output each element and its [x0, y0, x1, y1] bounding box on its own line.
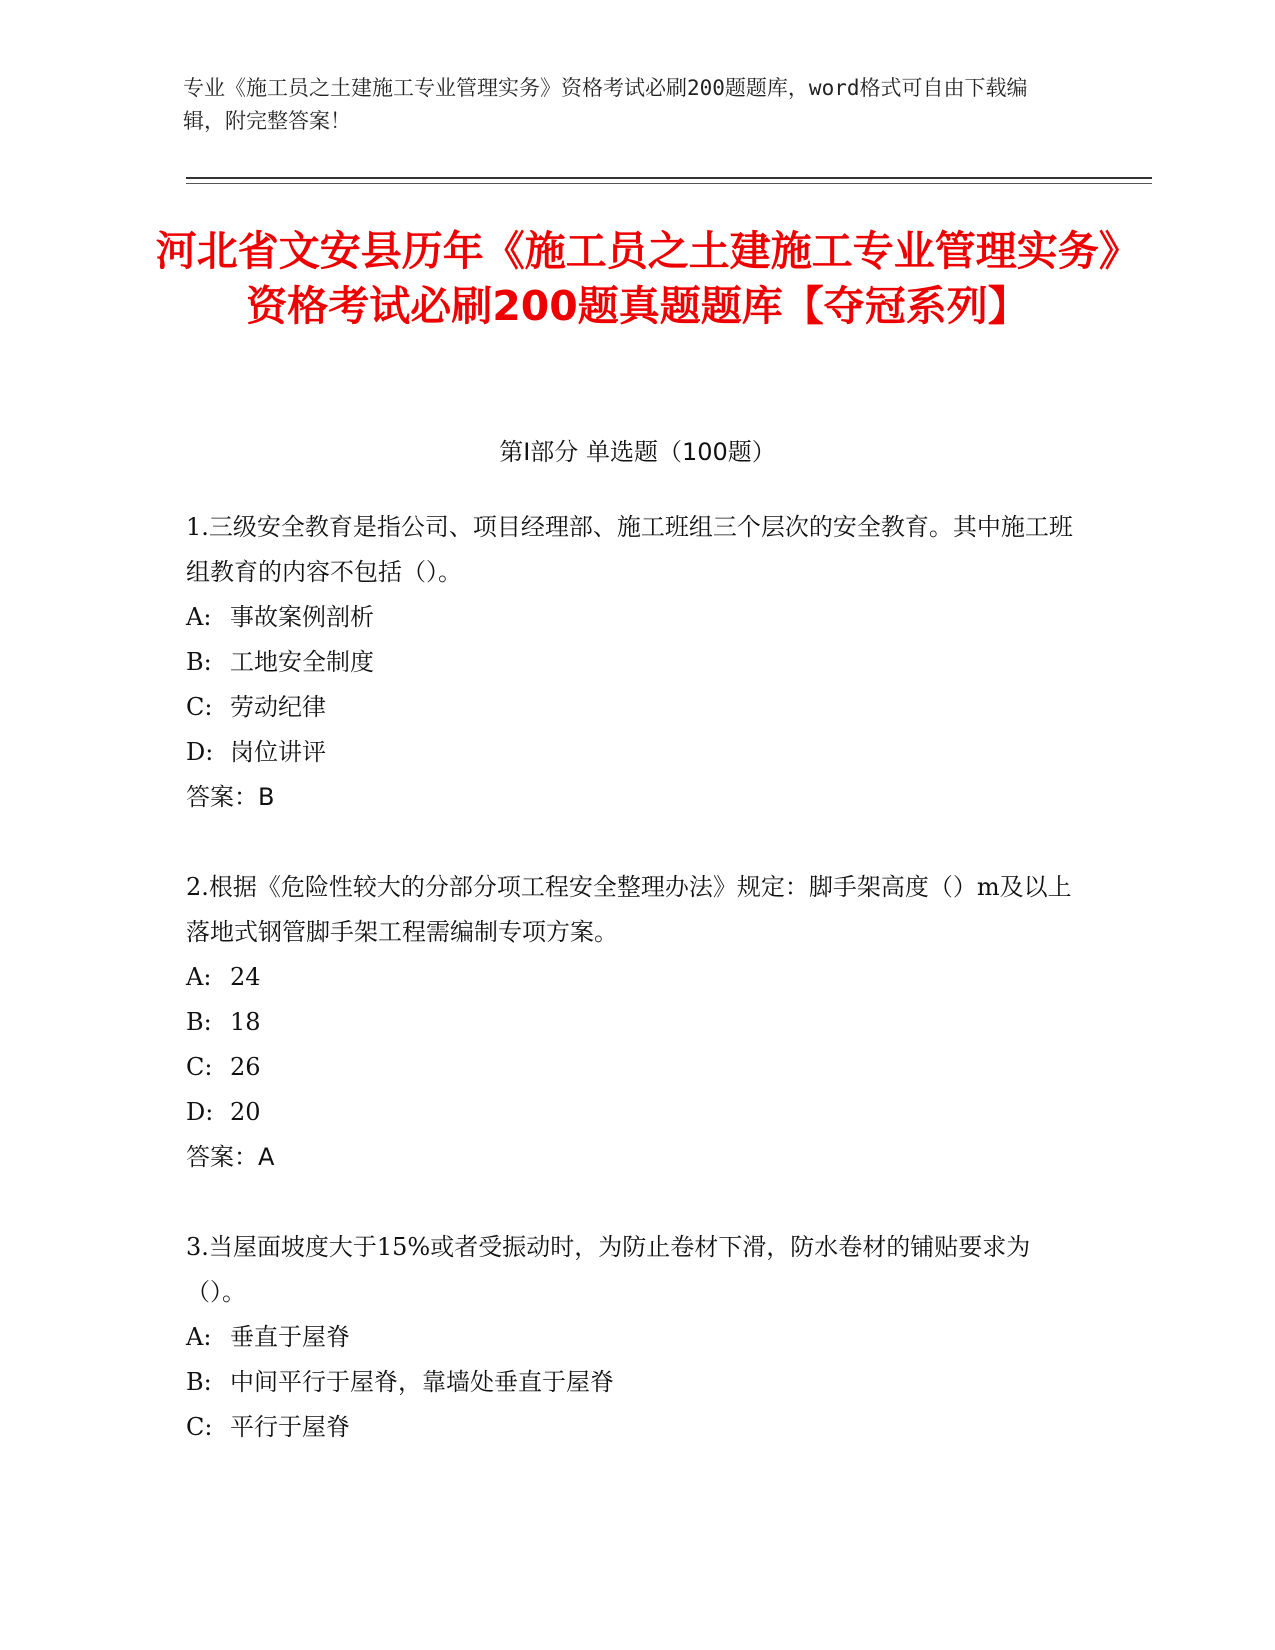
option-letter: B:	[186, 1368, 212, 1396]
document-title: 河北省文安县历年《施工员之土建施工专业管理实务》资格考试必刷200题真题题库【夺冠系列】	[155, 227, 1120, 330]
option-text: 26	[230, 1053, 261, 1081]
option-text: 平行于屋脊	[230, 1413, 350, 1441]
option-c	[186, 1405, 1076, 1450]
option-b	[186, 640, 1076, 685]
option-letter: C:	[186, 1413, 213, 1441]
header-divider	[186, 177, 1152, 179]
header-note: 专业《施工员之土建施工专业管理实务》资格考试必刷200题题库，word格式可自由下载编辑，附完整答案！	[183, 76, 1028, 133]
option-b	[186, 1000, 1076, 1045]
question-stem: 2.根据《危险性较大的分部分项工程安全整理办法》规定：脚手架高度（）m及以上落地式钢管脚手架工程需编制专项方案。	[186, 873, 1072, 946]
option-c	[186, 685, 1076, 730]
option-a	[186, 595, 1076, 640]
option-letter: A:	[186, 603, 212, 631]
option-d	[186, 730, 1076, 775]
option-text: 24	[230, 963, 261, 991]
option-text: 中间平行于屋脊，靠墙处垂直于屋脊	[230, 1368, 614, 1396]
option-letter: A:	[186, 963, 212, 991]
question-3	[186, 1225, 1076, 1450]
option-letter: C:	[186, 693, 213, 721]
section-heading: 第Ⅰ部分 单选题（100题）	[499, 438, 776, 466]
option-c	[186, 1045, 1076, 1090]
option-letter: B:	[186, 648, 212, 676]
answer-line: 答案：B	[186, 783, 275, 811]
question-2	[186, 865, 1076, 1180]
question-stem: 1.三级安全教育是指公司、项目经理部、施工班组三个层次的安全教育。其中施工班组教育的内容不包括（）。	[186, 513, 1073, 586]
answer-line: 答案：A	[186, 1143, 275, 1171]
question-1	[186, 505, 1076, 820]
option-letter: D:	[186, 738, 214, 766]
option-letter: A:	[186, 1323, 212, 1351]
option-letter: C:	[186, 1053, 213, 1081]
option-text: 20	[230, 1098, 261, 1126]
option-text: 劳动纪律	[230, 693, 326, 721]
header-divider-thin	[186, 183, 1152, 184]
option-text: 事故案例剖析	[230, 603, 374, 631]
option-d	[186, 1090, 1076, 1135]
option-a	[186, 955, 1076, 1000]
option-text: 18	[230, 1008, 261, 1036]
question-stem: 3.当屋面坡度大于15%或者受振动时，为防止卷材下滑，防水卷材的铺贴要求为（）。	[186, 1233, 1031, 1306]
option-text: 工地安全制度	[230, 648, 374, 676]
option-b	[186, 1360, 1076, 1405]
option-text: 垂直于屋脊	[230, 1323, 350, 1351]
option-a	[186, 1315, 1076, 1360]
option-letter: D:	[186, 1098, 214, 1126]
option-letter: B:	[186, 1008, 212, 1036]
option-text: 岗位讲评	[230, 738, 326, 766]
